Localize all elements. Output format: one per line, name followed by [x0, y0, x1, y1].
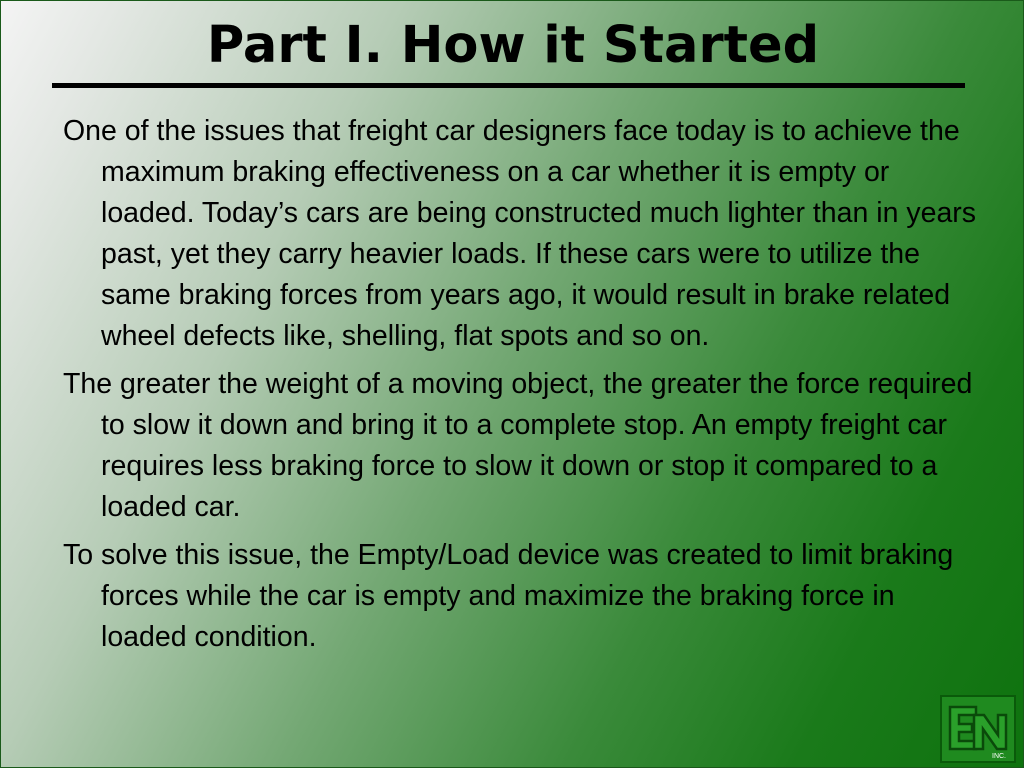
body-paragraph-3: To solve this issue, the Empty/Load device was created to limit braking forces while the car is empty and maximize the braking force in loaded condition. — [63, 539, 954, 653]
logo-suffix-text: INC. — [992, 753, 1006, 760]
slide-body — [63, 111, 981, 665]
company-logo — [940, 695, 1016, 763]
body-paragraph-1: One of the issues that freight car designers face today is to achieve the maximum braking effectiveness on a car whether it is empty or loaded. Today’s cars are being constructed much lighter than in years past, yet they carry heavier loads. If these cars were to utilize the same braking forces from years ago, it would result in brake related wheel defects like, shelling, flat spots and so on. — [63, 115, 977, 352]
slide-title: Part I. How it Started — [206, 16, 820, 75]
title-divider — [52, 83, 965, 88]
body-paragraph-2: The greater the weight of a moving object, the greater the force required to slow it down and bring it to a complete stop. An empty freight car requires less braking force to slow it down or stop it compared to a loaded car. — [63, 368, 973, 523]
en-monogram-icon — [942, 697, 1014, 761]
